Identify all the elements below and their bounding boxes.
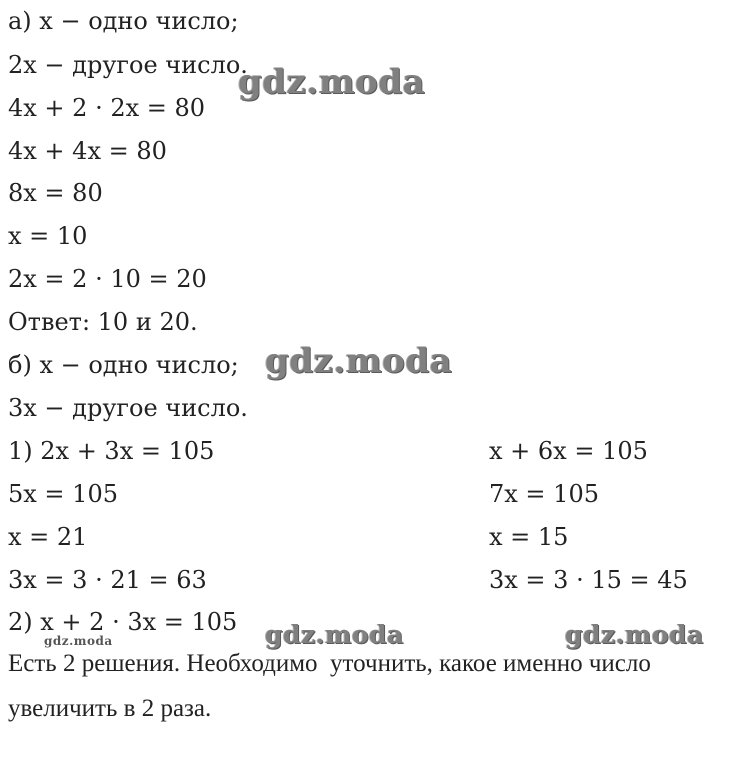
solution-line: 3x = 3 · 15 = 45 bbox=[489, 566, 688, 594]
watermark: gdz.moda bbox=[265, 620, 404, 649]
solution-line: x = 21 bbox=[8, 523, 88, 551]
conclusion-line: увеличить в 2 раза. bbox=[8, 695, 212, 722]
solution-line: 3x − другое число. bbox=[8, 394, 248, 422]
conclusion-line: Есть 2 решения. Необходимо уточнить, какое именно число bbox=[8, 650, 651, 677]
solution-line: 5x = 105 bbox=[8, 480, 118, 508]
watermark: gdz.moda bbox=[238, 62, 426, 102]
solution-line: 2x = 2 · 10 = 20 bbox=[8, 265, 207, 293]
answer-line: Ответ: 10 и 20. bbox=[8, 308, 198, 336]
solution-line: 8x = 80 bbox=[8, 179, 103, 207]
solution-line: 4x + 2 · 2x = 80 bbox=[8, 94, 206, 122]
solution-line: x = 10 bbox=[8, 222, 88, 250]
solution-line: x + 6x = 105 bbox=[489, 437, 648, 465]
solution-line: x = 15 bbox=[489, 523, 569, 551]
solution-line: 4x + 4x = 80 bbox=[8, 137, 167, 165]
watermark: gdz.moda bbox=[565, 620, 704, 649]
solution-line: 2) x + 2 · 3x = 105 bbox=[8, 608, 238, 636]
solution-line: 1) 2x + 3x = 105 bbox=[8, 437, 215, 465]
solution-line: 3x = 3 · 21 = 63 bbox=[8, 566, 207, 594]
solution-line: а) x − одно число; bbox=[8, 7, 239, 35]
watermark: gdz.moda bbox=[265, 341, 453, 381]
watermark: gdz.moda bbox=[44, 634, 113, 648]
solution-line: 7x = 105 bbox=[489, 480, 599, 508]
solution-line: 2x − другое число. bbox=[8, 51, 248, 79]
solution-line: б) x − одно число; bbox=[8, 351, 239, 379]
